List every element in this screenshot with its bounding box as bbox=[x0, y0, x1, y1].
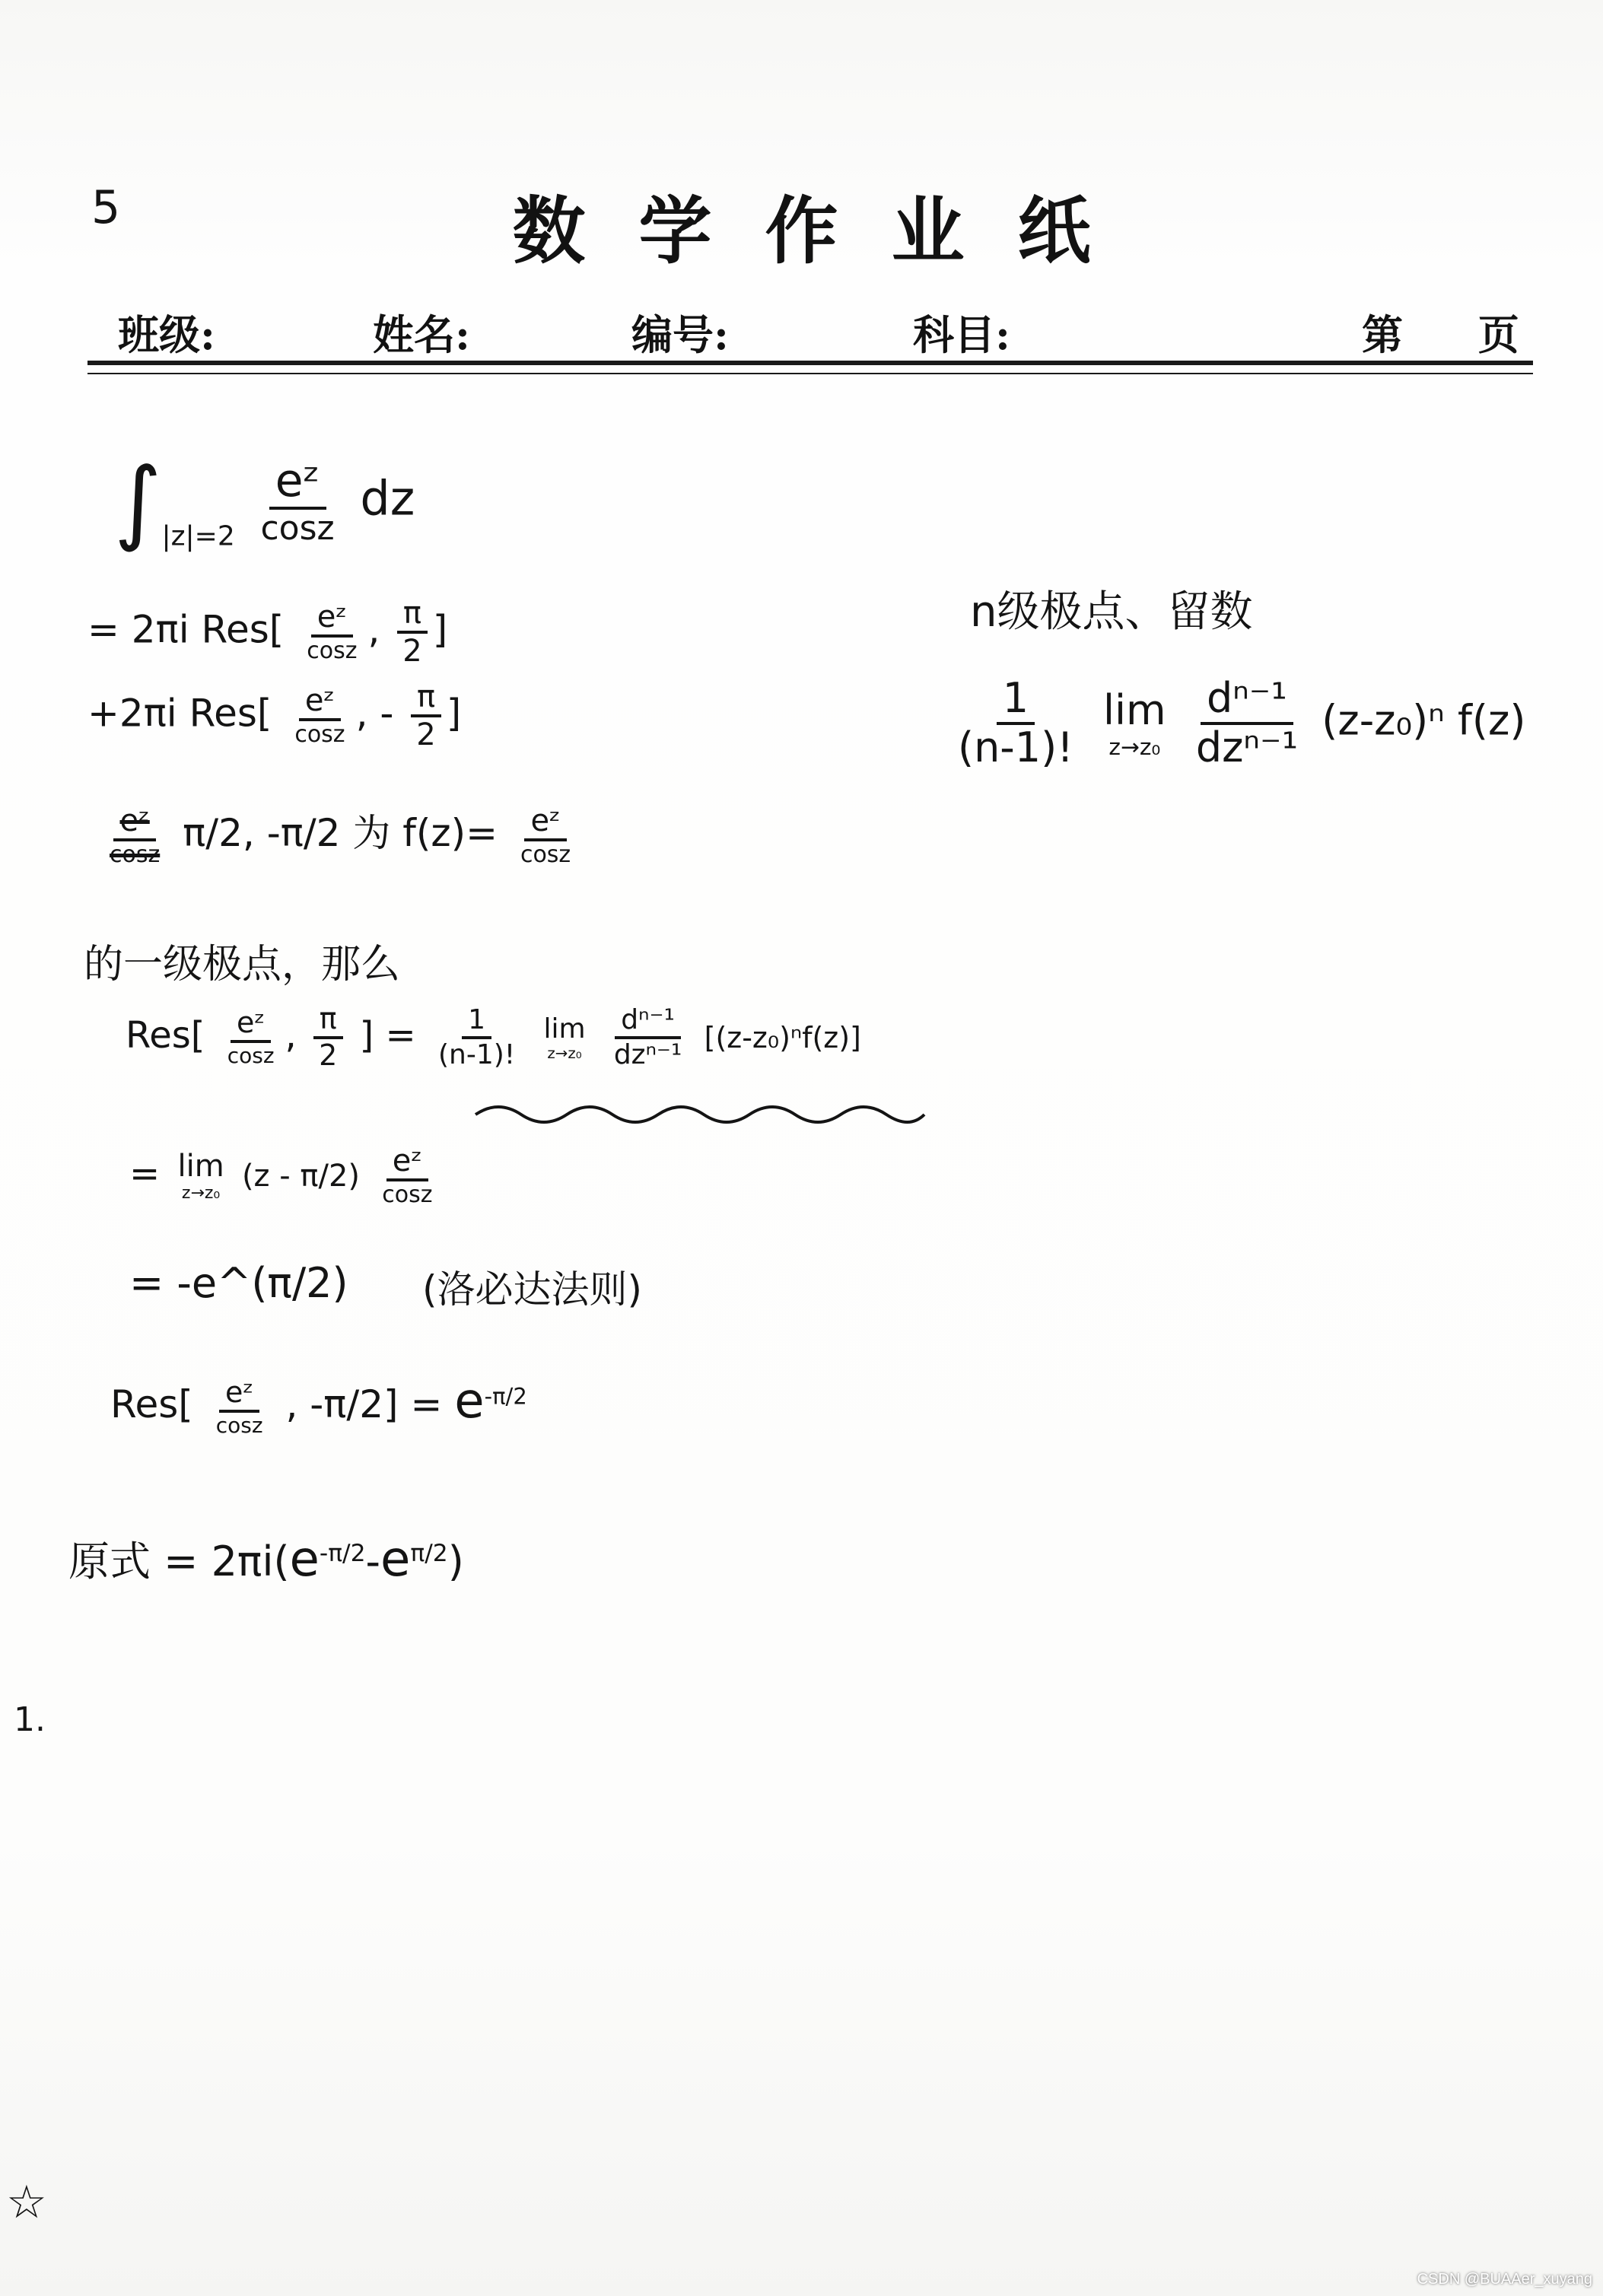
step2-lim-text: lim bbox=[177, 1149, 224, 1185]
integral-dz: dz bbox=[360, 470, 415, 526]
line2-den: cosz bbox=[294, 721, 345, 749]
integral-contour: |z|=2 bbox=[161, 520, 235, 552]
res1-factorial bbox=[432, 1006, 521, 1070]
res1-pt-num: π bbox=[313, 1004, 343, 1039]
formula-lim-sub: z→z₀ bbox=[1108, 733, 1161, 761]
res1-tail: [(z-z₀)ⁿf(z)] bbox=[704, 1020, 861, 1054]
line1-point bbox=[396, 597, 428, 667]
residue-at-pi-half: Res[ $\frac{\text{eᶻ}}{\cos z}$ , $\frac{\pi}{2}$ ] = $\frac{1}{(n-1)!}$ lim z→z₀ $\frac{\text{dⁿ⁻¹}}{\text{dzⁿ⁻¹}}$ [(z-z₀)ⁿf(z)] bbox=[126, 1002, 861, 1072]
res2-num: eᶻ bbox=[219, 1378, 259, 1413]
res1-lim-text: lim bbox=[543, 1013, 586, 1045]
lhopital-note: (洛必达法则) bbox=[422, 1267, 643, 1312]
wavy-underline bbox=[472, 1099, 928, 1130]
step2-fraction bbox=[376, 1145, 438, 1207]
line2-point bbox=[410, 681, 441, 751]
step2-lim-sub: z→z₀ bbox=[181, 1184, 221, 1204]
integrand-numerator: eᶻ bbox=[269, 457, 326, 510]
formula-derivative bbox=[1190, 674, 1304, 771]
res2-den: cosz bbox=[215, 1412, 263, 1438]
formula-limit bbox=[1103, 686, 1166, 761]
line2-prefix: +2πi Res[ bbox=[87, 691, 272, 736]
pole-residue-heading: n级极点、留数 bbox=[970, 587, 1253, 637]
line2-point-num: π bbox=[411, 681, 441, 717]
formula-tail: (z-z₀)ⁿ f(z) bbox=[1322, 696, 1526, 745]
formula-factorial-num: 1 bbox=[997, 677, 1035, 725]
res1-num: eᶻ bbox=[231, 1008, 271, 1043]
class-label: 班级: bbox=[118, 310, 215, 359]
final-prefix: 原式 = 2πi( bbox=[68, 1538, 290, 1585]
integrand-fraction bbox=[254, 453, 340, 548]
residue-sum-line-1: = 2πi Res[ $\frac{\text{eᶻ}}{\cos z}$ , $\frac{\pi}{2}$ ] bbox=[87, 596, 448, 669]
line2-fraction bbox=[288, 685, 351, 747]
final-close: ) bbox=[447, 1538, 464, 1585]
res1-fraction bbox=[221, 1008, 281, 1067]
line1-fraction bbox=[301, 601, 363, 663]
res1-point bbox=[313, 1004, 343, 1071]
line1-point-num: π bbox=[397, 597, 428, 634]
step2-factor: (z - π/2) bbox=[241, 1158, 361, 1194]
res2-point: , -π/2] = bbox=[285, 1382, 443, 1426]
pole-points: π/2, -π/2 为 f(z)= bbox=[183, 811, 498, 855]
final-answer bbox=[68, 1529, 464, 1588]
line1-prefix: = 2πi Res[ bbox=[87, 607, 285, 652]
pole-note-line-2: 的一级极点，那么 bbox=[84, 942, 401, 987]
res1-lim-sub: z→z₀ bbox=[547, 1044, 582, 1062]
margin-mark-1: 1. bbox=[14, 1700, 46, 1739]
header-rule-thick bbox=[87, 361, 1533, 365]
note-f-den: cosz bbox=[520, 841, 571, 868]
line2-close: ] bbox=[446, 691, 462, 736]
integrand-denominator: cosz bbox=[260, 508, 335, 548]
res1-prefix: Res[ bbox=[126, 1013, 205, 1057]
residue-formula bbox=[947, 674, 1526, 771]
corner-mark: 5 bbox=[91, 181, 121, 234]
res1-pt-den: 2 bbox=[319, 1038, 338, 1072]
formula-deriv-den: dzⁿ⁻¹ bbox=[1195, 723, 1299, 771]
page-label: 第 页 bbox=[1362, 310, 1519, 359]
formula-factorial-den: (n-1)! bbox=[958, 723, 1073, 771]
residue-sum-line-2: +2πi Res[ $\frac{\text{eᶻ}}{\cos z}$ , - $\frac{\pi}{2}$ ] bbox=[87, 679, 462, 752]
name-label: 姓名: bbox=[373, 310, 470, 359]
number-label: 编号: bbox=[631, 310, 729, 359]
watermark: CSDN @BUAAer_xuyang bbox=[1417, 2271, 1592, 2288]
line1-num: eᶻ bbox=[311, 601, 353, 638]
final-minus: - bbox=[365, 1538, 381, 1585]
residue-at-minus-pi-half bbox=[110, 1373, 527, 1436]
header-rule-thin bbox=[87, 373, 1533, 374]
res1-factorial-num: 1 bbox=[462, 1006, 491, 1039]
res1-derivative bbox=[608, 1006, 689, 1070]
line2-num: eᶻ bbox=[299, 685, 341, 721]
step2-limit bbox=[177, 1149, 224, 1203]
step2-num: eᶻ bbox=[386, 1145, 428, 1181]
formula-factorial bbox=[952, 674, 1080, 771]
res1-deriv-num: dⁿ⁻¹ bbox=[615, 1006, 681, 1039]
struck-num: eᶻ bbox=[113, 805, 155, 841]
integral-expression bbox=[114, 449, 415, 555]
final-e1: e bbox=[289, 1531, 320, 1588]
margin-star: ☆ bbox=[6, 2176, 47, 2229]
res2-prefix: Res[ bbox=[110, 1382, 193, 1426]
sheet-title: 数学作业纸 bbox=[512, 188, 1144, 274]
line2-point-den: 2 bbox=[416, 717, 436, 752]
subject-label: 科目: bbox=[913, 310, 1010, 359]
res1-factorial-den: (n-1)! bbox=[437, 1038, 516, 1070]
step2-equals: = bbox=[129, 1152, 161, 1195]
line1-point-den: 2 bbox=[402, 634, 422, 669]
final-exp1: -π/2 bbox=[319, 1540, 366, 1567]
res1-den: cosz bbox=[227, 1043, 275, 1069]
res1-limit bbox=[543, 1013, 585, 1062]
res2-result-exp: -π/2 bbox=[484, 1383, 527, 1410]
res2-fraction bbox=[210, 1375, 269, 1438]
final-exp2: π/2 bbox=[410, 1540, 448, 1567]
line1-den: cosz bbox=[307, 638, 358, 665]
step2-den: cosz bbox=[382, 1181, 433, 1208]
formula-deriv-num: dⁿ⁻¹ bbox=[1201, 677, 1293, 725]
residue-step-3: = -e^(π/2) bbox=[129, 1259, 348, 1307]
struck-den: cosz bbox=[110, 841, 161, 868]
note-f-fraction bbox=[514, 805, 577, 867]
formula-lim-text: lim bbox=[1103, 685, 1166, 734]
integral-sign: ∫ bbox=[114, 449, 162, 555]
res1-equals: ] = bbox=[359, 1013, 416, 1057]
final-e2: e bbox=[380, 1531, 411, 1588]
res2-result-base: e bbox=[454, 1373, 485, 1429]
struck-fraction bbox=[103, 805, 166, 867]
res1-deriv-den: dzⁿ⁻¹ bbox=[613, 1038, 682, 1070]
line1-close: ] bbox=[432, 607, 448, 652]
pole-note bbox=[99, 803, 581, 867]
note-f-num: eᶻ bbox=[524, 805, 566, 841]
residue-step-2 bbox=[129, 1145, 444, 1207]
